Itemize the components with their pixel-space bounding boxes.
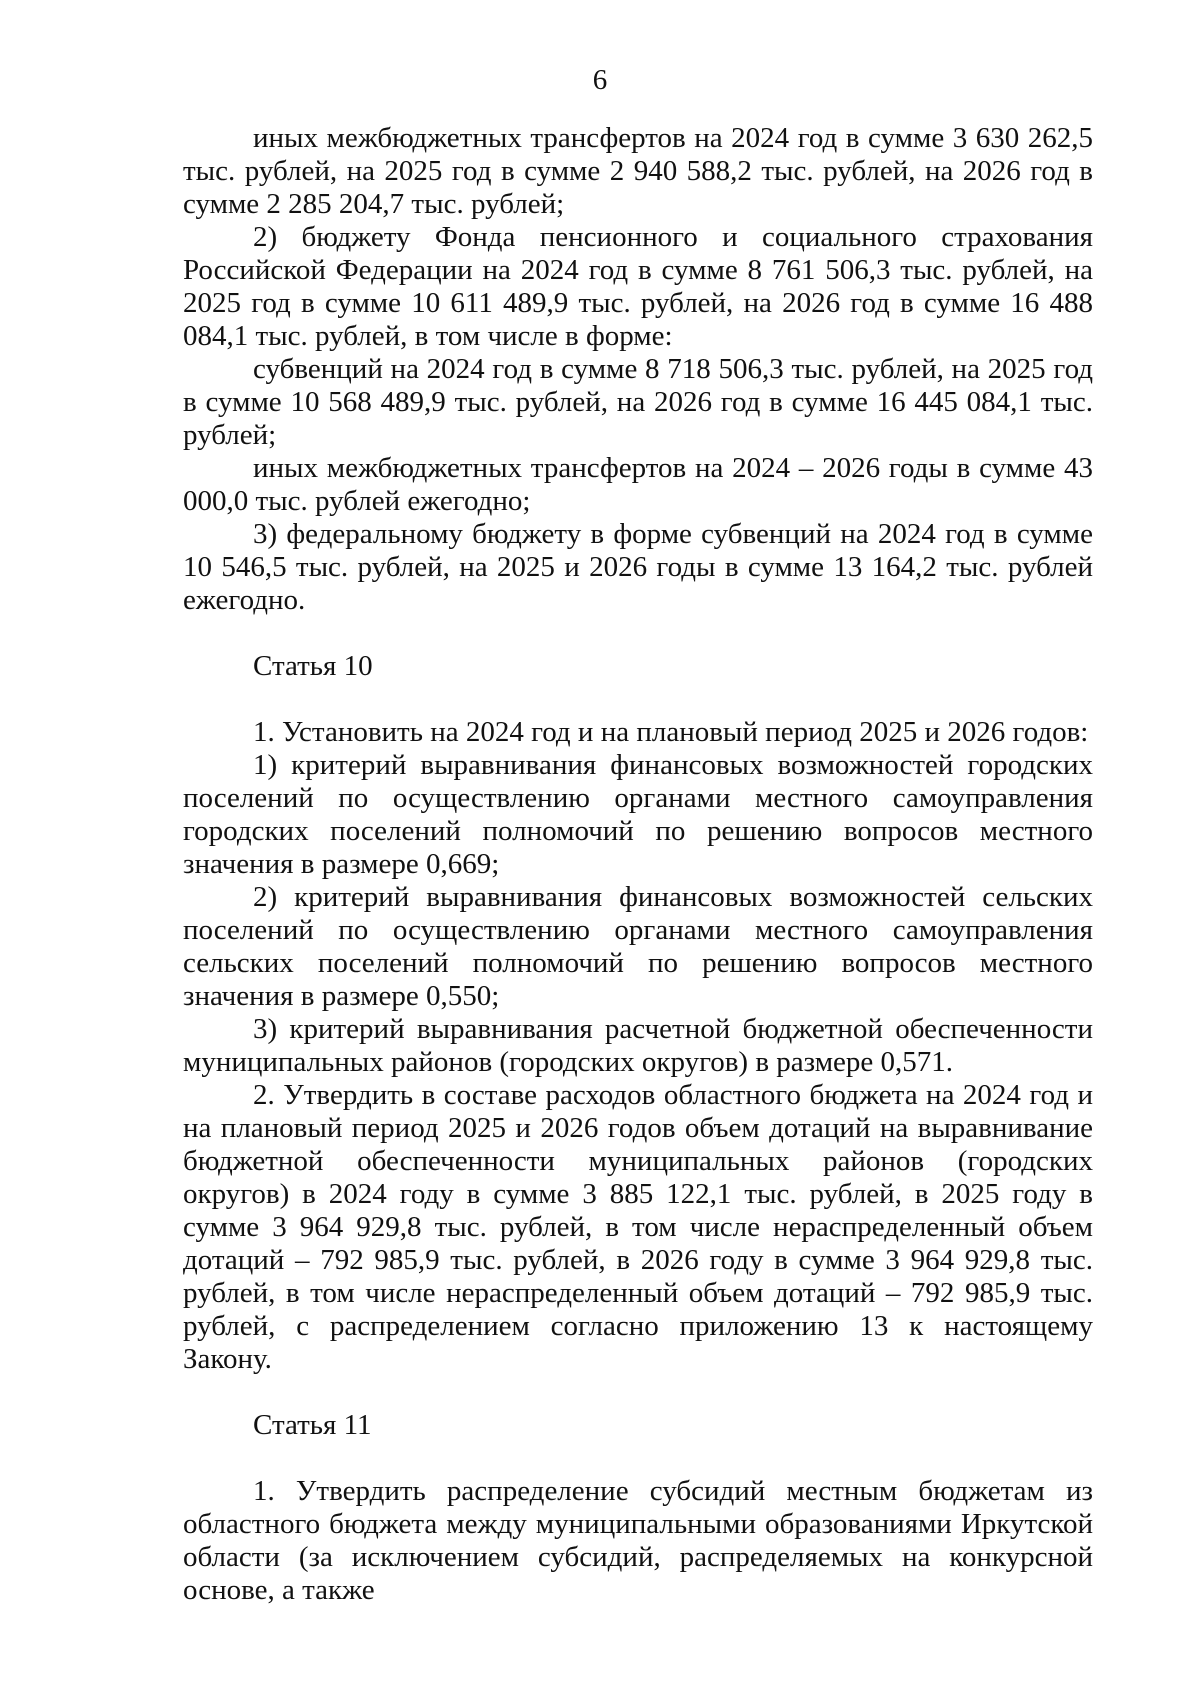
paragraph: 1) критерий выравнивания финансовых возможностей городских поселений по осуществлению органами местного самоуправления городских поселений полномочий по решению вопросов местного значения в размере 0,669; — [183, 749, 1093, 880]
document-body — [183, 122, 1093, 1607]
paragraph: 2. Утвердить в составе расходов областного бюджета на 2024 год и на плановый период 2025 и 2026 годов объем дотаций на выравнивание бюджетной обеспеченности муниципальных районов (городских округов) в 2024 году в сумме 3 885 122,1 тыс. рублей, в 2025 году в сумме 3 964 929,8 тыс. рублей, в том числе нераспределенный объем дотаций – 792 985,9 тыс. рублей, в 2026 году в сумме 3 964 929,8 тыс. рублей, в том числе нераспределенный объем дотаций – 792 985,9 тыс. рублей, с распределением согласно приложению 13 к настоящему Закону. — [183, 1079, 1093, 1375]
paragraph: 2) бюджету Фонда пенсионного и социального страхования Российской Федерации на 2024 год в сумме 8 761 506,3 тыс. рублей, на 2025 год в сумме 10 611 489,9 тыс. рублей, на 2026 год в сумме 16 488 084,1 тыс. рублей, в том числе в форме: — [183, 221, 1093, 352]
paragraph: иных межбюджетных трансфертов на 2024 год в сумме 3 630 262,5 тыс. рублей, на 2025 год в сумме 2 940 588,2 тыс. рублей, на 2026 год в сумме 2 285 204,7 тыс. рублей; — [183, 122, 1093, 220]
paragraph: 3) федеральному бюджету в форме субвенций на 2024 год в сумме 10 546,5 тыс. рублей, на 2025 и 2026 годы в сумме 13 164,2 тыс. рублей ежегодно. — [183, 518, 1093, 616]
paragraph: 3) критерий выравнивания расчетной бюджетной обеспеченности муниципальных районов (городских округов) в размере 0,571. — [183, 1013, 1093, 1078]
paragraph: субвенций на 2024 год в сумме 8 718 506,3 тыс. рублей, на 2025 год в сумме 10 568 489,9 тыс. рублей, на 2026 год в сумме 16 445 084,1 тыс. рублей; — [183, 353, 1093, 451]
paragraph: иных межбюджетных трансфертов на 2024 – 2026 годы в сумме 43 000,0 тыс. рублей ежегодно; — [183, 452, 1093, 517]
paragraph: 1. Установить на 2024 год и на плановый период 2025 и 2026 годов: — [253, 716, 1089, 748]
article-heading: Статья 10 — [253, 650, 373, 682]
article-heading: Статья 11 — [253, 1409, 372, 1441]
page-number: 6 — [592, 64, 608, 96]
paragraph: 2) критерий выравнивания финансовых возможностей сельских поселений по осуществлению органами местного самоуправления сельских поселений полномочий по решению вопросов местного значения в размере 0,550; — [183, 881, 1093, 1012]
paragraph: 1. Утвердить распределение субсидий местным бюджетам из областного бюджета между муниципальными образованиями Иркутской области (за исключением субсидий, распределяемых на конкурсной основе, а также — [183, 1475, 1093, 1606]
